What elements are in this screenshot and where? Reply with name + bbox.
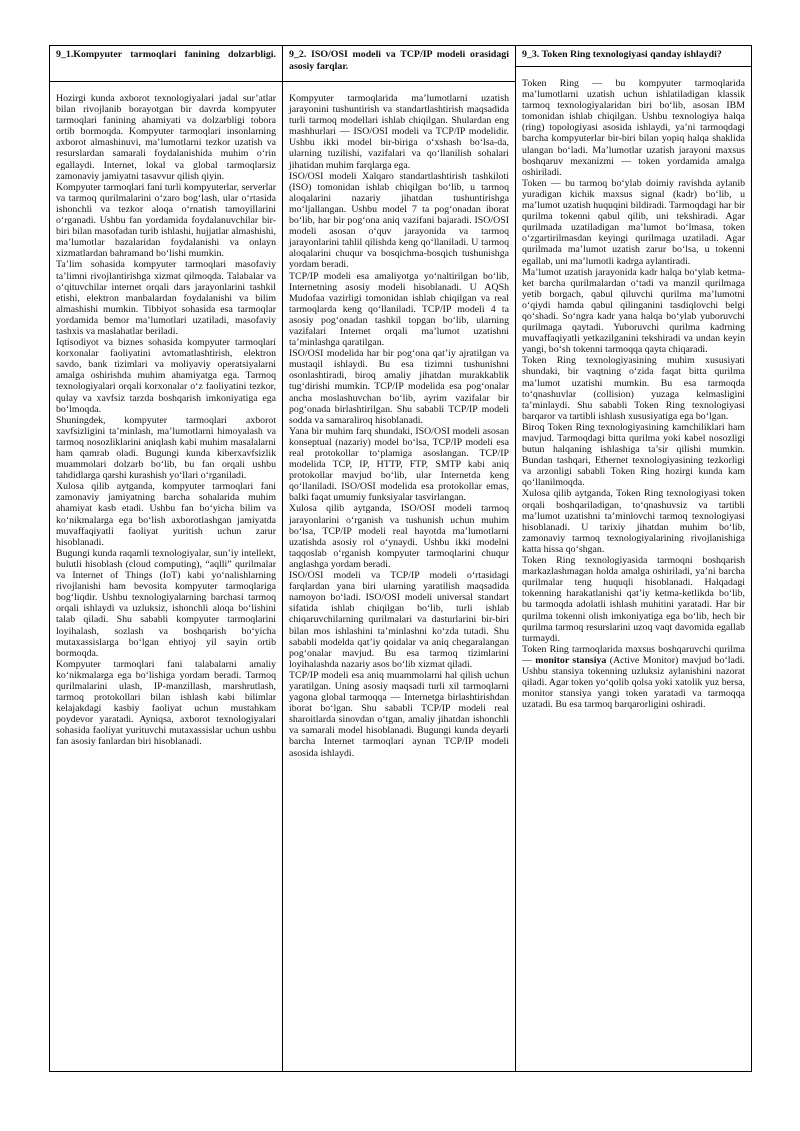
spacer <box>56 82 276 93</box>
paragraph: Ma’lumot uzatish jarayonida kadr halqa bo‘ylab ketma-ket barcha qurilmalardan o‘tadi va manzil qurilmaga yetib borgach, qabul qiluvchi qurilma ma’lumotni o‘qiydi hamda qabul qilinganini tasdiqlovchi belgi qo‘shadi. So‘ngra kadr yana halqa bo‘ylab yuboruvchi qurilmaga qaytadi. Yuboruvchi qurilma kadrning muvaffaqiyatli yetkazilganini tekshiradi va undan keyin yangi, bo‘sh tokenni tarmoqqa qayta chiqaradi. <box>522 266 745 356</box>
paragraph: Kompyuter tarmoqlari fani talabalarni amaliy ko‘nikmalarga ega bo‘lishiga yordam beradi. Tarmoq qurilmalarini ulash, IP-manzillash, marshrutlash, tarmoq protokollari bilan ishlash kabi bilimlar kelajakdagi kasbiy faoliyat uchun mustahkam poydevor yaratadi. Ayniqsa, axborot texnologiyalari sohasida faoliyat yurituvchi mutaxassislar uchun ushbu fan asosiy fanlardan biri hisoblanadi. <box>56 658 276 748</box>
text-run: Token Ring tarmoqlarida maxsus boshqaruvchi qurilma — <box>522 643 745 666</box>
spacer <box>289 82 509 93</box>
paragraph: Ta’lim sohasida kompyuter tarmoqlari masofaviy ta’limni rivojlantirishga xizmat qilmoqda. Talabalar va o‘qituvchilar internet orqali dars jarayonlarini tashkil etishi, elektron manbalardan foydalanishi va bilim almashishi mumkin. Tibbiyot sohasida esa tarmoqlar yordamida bemor ma’lumotlari uzatiladi, masofaviy tashxis va maslahatlar beriladi. <box>56 259 276 337</box>
paragraph: Biroq Token Ring texnologiyasining kamchiliklari ham mavjud. Tarmoqdagi bitta qurilma yoki kabel nosozligi butun halqaning ishlashiga ta’sir qilishi mumkin. Bundan tashqari, Ethernet texnologiyasining tezkorligi va arzonligi sababli Token Ring hozirgi kunda kam qo‘llanilmoqda. <box>522 421 745 489</box>
paragraph: Token — bu tarmoq bo‘ylab doimiy ravishda aylanib yuradigan kichik maxsus signal (kadr) bo‘lib, u ma’lumot uzatish huquqini bildiradi. Tarmoqdagi har bir qurilma tokenni qabul qilib, uni tekshiradi. Agar qurilmada uzatiladigan ma’lumot bo‘lmasa, token o‘zgartirilmasdan keyingi qurilmaga uzatiladi. Agar qurilmada ma’lumot uzatish zarur bo‘lsa, u tokenni egallab, uni ma’lumotli kadrga aylantiradi. <box>522 177 745 267</box>
paragraph: ISO/OSI modeli va TCP/IP modeli o‘rtasidagi farqlardan yana biri ularning yaratilish maqsadida namoyon bo‘ladi. ISO/OSI modeli universal standart sifatida ishlab chiqilgan bo‘lib, turli ishlab chiqaruvchilarning qurilmalari va dasturlarini bir-biri bilan mos ishlashini ta’minlashni ko‘zda tutadi. Shu sababli modelda qat’iy qoidalar va aniq chegaralangan pog‘onalar mavjud. Bu esa tarmoq tizimlarini loyihalashda nazariy asos bo‘lib xizmat qiladi. <box>289 570 509 670</box>
paragraph: Bugungi kunda raqamli texnologiyalar, sun’iy intellekt, bulutli hisoblash (cloud computing), “aqlli” qurilmalar va Internet of Things (IoT) kabi yo‘nalishlarning rivojlanishi ham bevosita kompyuter tarmoqlariga bog‘liqdir. Ushbu texnologiyalarning barchasi tarmoq orqali ishlaydi va uzluksiz, ishonchli aloqa bo‘lishini talab qiladi. Shu sababli kompyuter tarmoqlarini loyihalash, sozlash va boshqarish bo‘yicha mutaxassislarga bo‘lgan ehtiyoj yil sayin ortib bormoqda. <box>56 547 276 659</box>
paragraph-with-bold-term <box>522 644 745 711</box>
paragraph: Xulosa qilib aytganda, ISO/OSI modeli tarmoq jarayonlarini o‘rganish va tushunish uchun muhim bo‘lsa, TCP/IP modeli real hayotda ma’lumotlarni uzatishda asosiy rol o‘ynaydi. Ushbu ikki modelni taqqoslab o‘rganish kompyuter tarmoqlarini chuqur anglashga yordam beradi. <box>289 503 509 570</box>
column-1-body <box>56 93 276 748</box>
paragraph: ISO/OSI modeli Xalqaro standartlashtirish tashkiloti (ISO) tomonidan ishlab chiqilgan bo‘lib, u tarmoq aloqalarini nazariy jihatdan tushuntirishga mo‘ljallangan. Ushbu model 7 ta pog‘onadan iborat bo‘lib, har bir pog‘ona aniq vazifani bajaradi. ISO/OSI modeli asosan o‘quv jarayonida va tarmoq jarayonlarini tahlil qilishda keng qo‘llaniladi. U tarmoq aloqalarini chuqur va bosqichma-bosqich tushunishga yordam beradi. <box>289 170 509 271</box>
paragraph: Xulosa qilib aytganda, kompyuter tarmoqlari fani zamonaviy jamiyatning barcha sohalarida muhim ahamiyat kasb etadi. Ushbu fan bo‘yicha bilim va ko‘nikmalarga ega bo‘lish axborotlashgan jamiyatda muvaffaqiyatli faoliyat yuritish uchun zarur hisoblanadi. <box>56 481 276 548</box>
three-column-table <box>49 45 752 1072</box>
paragraph: Hozirgi kunda axborot texnologiyalari jadal sur’atlar bilan rivojlanib borayotgan bir davrda kompyuter tarmoqlari fanining ahamiyati va dolzarbligi tobora ortib bormoqda. Kompyuter tarmoqlari insonlarning axborot almashinuvi, ma’lumotlarni tezkor uzatish va resurslardan samarali foydalanishida muhim o‘rin egallaydi. Internet, lokal va global tarmoqlarsiz zamonaviy jamiyatni tasavvur qilish qiyin. <box>56 93 276 182</box>
paragraph: Yana bir muhim farq shundaki, ISO/OSI modeli asosan konseptual (nazariy) model bo‘lsa, TCP/IP modeli esa real protokollar to‘plamiga asoslangan. TCP/IP modelida TCP, IP, HTTP, FTP, SMTP kabi aniq protokollar mavjud bo‘lib, ular Internetda keng qo‘llaniladi. ISO/OSI modelida esa protokollar emas, balki faqat umumiy funksiyalar tasvirlangan. <box>289 425 509 504</box>
paragraph: TCP/IP modeli esa aniq muammolarni hal qilish uchun yaratilgan. Uning asosiy maqsadi turli xil tarmoqlarni yagona global tarmoqqa — Internetga birlashtirishdan iborat bo‘lgan. Shu sababli TCP/IP modeli real sharoitlarda sinovdan o‘tgan, amaliy jihatdan ishonchli va samarali model hisoblanadi. Bugungi kunda deyarli barcha Internet tarmoqlari aynan TCP/IP modeli asosida ishlaydi. <box>289 669 509 759</box>
paragraph: Kompyuter tarmoqlari fani turli kompyuterlar, serverlar va tarmoq qurilmalarini o‘zaro bog‘lash, ular o‘rtasida ishonchli va tezkor aloqa o‘rnatish tamoyillarini o‘rganadi. Ushbu fan yordamida foydalanuvchilar bir-biri bilan masofadan turib ishlashi, hujjatlar almashishi, ma’lumotlar bazalaridan foydalanishi va onlayn xizmatlardan bahramand bo‘lishi mumkin. <box>56 181 276 260</box>
paragraph: Xulosa qilib aytganda, Token Ring texnologiyasi token orqali boshqariladigan, to‘qnashuvsiz va tartibli ma’lumot uzatishni ta’minlovchi tarmoq texnologiyasi hisoblanadi. U tarixiy jihatdan muhim bo‘lib, zamonaviy tarmoq texnologiyalarining rivojlanishiga katta hissa qo‘shgan. <box>522 488 745 555</box>
column-3-body <box>522 78 745 710</box>
paragraph: Token Ring — bu kompyuter tarmoqlarida ma’lumotlarni uzatish uchun ishlatiladigan klassik tarmoq texnologiyalaridan biri bo‘lib, asosan IBM tomonidan ishlab chiqilgan. Ushbu texnologiya halqa (ring) topologiyasi asosida ishlaydi, ya’ni tarmoqdagi barcha kompyuterlar bir-biri bilan yopiq halqa shaklida ulangan bo‘ladi. Ma’lumotlar uzatish jarayoni maxsus boshqaruv mexanizmi — token yordamida amalga oshiriladi. <box>522 78 745 178</box>
paragraph: ISO/OSI modelida har bir pog‘ona qat’iy ajratilgan va mustaqil ishlaydi. Bu esa tizimni tushunishni osonlashtiradi, biroq amaliy jihatdan murakkablik tug‘dirishi mumkin. TCP/IP modelida esa pog‘onalar ancha moslashuvchan bo‘lib, ayrim vazifalar bir pog‘onada birlashtirilgan. Shu sababli TCP/IP modeli sodda va samaraliroq hisoblanadi. <box>289 348 509 426</box>
spacer <box>522 67 745 78</box>
text-run: (Active Monitor) mavjud bo‘ladi. Ushbu stansiya tokenning uzluksiz aylanishini nazorat qiladi. Agar token yo‘qolib qolsa yoki xatolik yuz bersa, monitor stansiya yangi token yaratadi va tarmoqqa uzatadi. Bu esa tarmoq barqarorligini oshiradi. <box>522 654 745 711</box>
column-1-heading: 9_1.Kompyuter tarmoqlari fanining dolzarbligi. <box>50 49 282 82</box>
column-2 <box>283 46 516 1071</box>
paragraph: Kompyuter tarmoqlarida ma’lumotlarni uzatish jarayonini tushuntirish va standartlashtirish maqsadida turli tarmoq modellari ishlab chiqilgan. Shulardan eng mashhurlari — ISO/OSI modeli va TCP/IP modelidir. Ushbu ikki model bir-biriga o‘xshash bo‘lsa-da, ularning tuzilishi, vazifalari va qo‘llanilish sohalari jihatidan muhim farqlarga ega. <box>289 93 509 171</box>
paragraph: Iqtisodiyot va biznes sohasida kompyuter tarmoqlari korxonalar faoliyatini avtomatlashtirish, elektron savdo, bank tizimlari va moliyaviy operatsiyalarni amalga oshirishda muhim ahamiyatga ega. Tarmoq texnologiyalari orqali korxonalar o‘z faoliyatini tezkor, qulay va xavfsiz tarzda boshqarish imkoniyatiga ega bo‘lmoqda. <box>56 337 276 415</box>
paragraph: Shuningdek, kompyuter tarmoqlari axborot xavfsizligini ta’minlash, ma’lumotlarni himoyalash va tarmoq nosozliklarini aniqlash kabi muhim masalalarni ham qamrab oladi. Bugungi kunda kiberxavfsizlik muammolari dolzarb bo‘lib, bu fan orqali ushbu tahdidlarga qarshi kurashish yo‘llari o‘rganiladi. <box>56 414 276 482</box>
column-2-body <box>289 93 509 759</box>
paragraph: Token Ring texnologiyasida tarmoqni boshqarish markazlashmagan holda amalga oshiriladi, ya’ni barcha qurilmalar teng huquqli hisoblanadi. Halqadagi tokenning harakatlanishi qat’iy ketma-ketlikda bo‘lib, bu tarmoqda adolatli ishlash muhitini yaratadi. Har bir qurilma tokenni olish imkoniyatiga ega bo‘lib, hech bir qurilma tarmoq resurslarini uzoq vaqt davomida egallab turmaydi. <box>522 555 745 644</box>
column-2-heading: 9_2. ISO/OSI modeli va TCP/IP modeli orasidagi asosiy farqlar. <box>283 49 515 82</box>
column-1 <box>50 46 283 1071</box>
column-3 <box>516 46 751 1071</box>
bold-term: monitor stansiya <box>535 654 607 666</box>
paragraph: Token Ring texnologiyasining muhim xususiyati shundaki, bir vaqtning o‘zida faqat bitta qurilma ma’lumot uzatishi mumkin. Bu esa tarmoqda to‘qnashuvlar (collision) yuzaga kelmasligini ta’minlaydi. Shu sababli Token Ring texnologiyasi barqaror va tartibli ishlash xususiyatiga ega bo‘lgan. <box>522 355 745 422</box>
paragraph: TCP/IP modeli esa amaliyotga yo‘naltirilgan bo‘lib, Internetning asosiy modeli hisoblanadi. U AQSh Mudofaa vazirligi tomonidan ishlab chiqilgan va real tarmoqlarda keng qo‘llaniladi. TCP/IP modeli 4 ta asosiy pog‘onadan tashkil topgan bo‘lib, ularning vazifalari Internet orqali ma’lumot uzatishni ta’minlashga qaratilgan. <box>289 270 509 349</box>
column-3-heading: 9_3. Token Ring texnologiyasi qanday ishlaydi? <box>516 49 751 67</box>
